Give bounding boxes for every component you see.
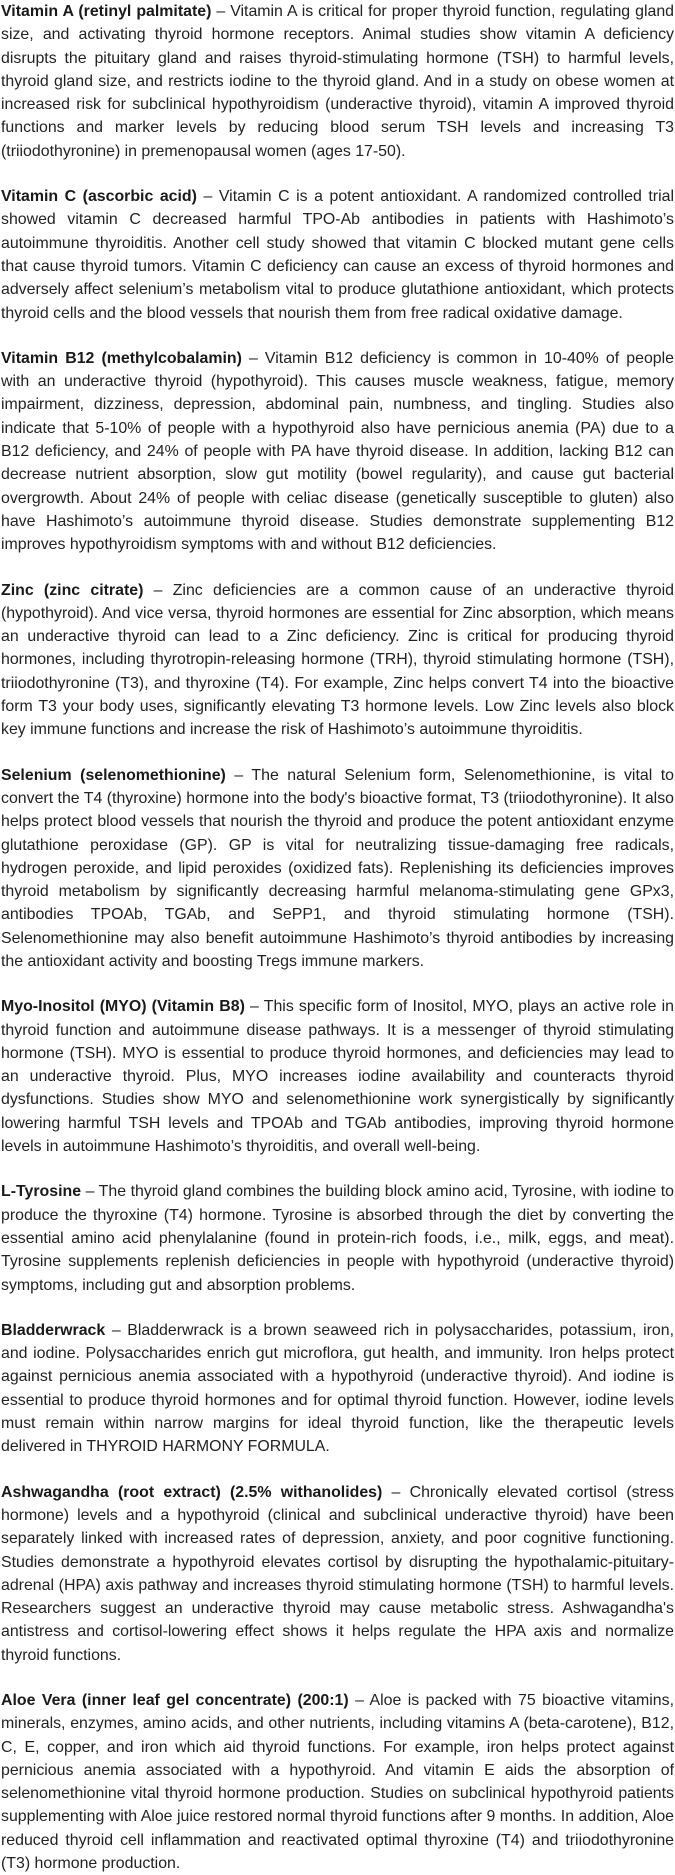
ingredient-paragraph-aloe-vera [1, 1689, 674, 1875]
ingredient-paragraph-bladderwrack [1, 1319, 674, 1459]
ingredient-paragraph-myo-inositol [1, 995, 674, 1158]
ingredient-paragraph-vitamin-c [1, 185, 674, 325]
ingredient-heading: L-Tyrosine [1, 1183, 82, 1201]
ingredient-description: – Vitamin A is critical for proper thyroid function, regulating gland size, and activating thyroid hormone receptors. Animal studies show vitamin A deficiency disrupts the pituitary gland and raises thyroid-stimulating hormone (TSH) to harmful levels, thyroid gland size, and restricts iodine to the thyroid gland. And in a study on obese women at increased risk for subclinical hypothyroidism (underactive thyroid), vitamin A improved thyroid functions and marker levels by reducing blood serum TSH levels and increasing T3 (triiodothyronine) in premenopausal women (ages 17-50). [1, 3, 674, 160]
ingredient-paragraph-vitamin-a [1, 0, 674, 163]
ingredient-description: – Vitamin C is a potent antioxidant. A randomized controlled trial showed vitamin C decreased harmful TPO-Ab antibodies in patients with Hashimoto’s autoimmune thyroiditis. Another cell study showed that vitamin C blocked mutant gene cells that cause thyroid tumors. Vitamin C deficiency can cause an excess of thyroid hormones and adversely affect selenium’s metabolism vital to produce glutathione antioxidant, which protects thyroid cells and the blood vessels that nourish them from free radical oxidative damage. [1, 188, 674, 322]
ingredient-paragraph-zinc [1, 579, 674, 742]
ingredient-description: – Zinc deficiencies are a common cause of an underactive thyroid (hypothyroid). And vice versa, thyroid hormones are essential for Zinc absorption, which means an underactive thyroid can lead to a Zinc deficiency. Zinc is critical for producing thyroid hormones, including thyrotropin-releasing hormone (TRH), thyroid stimulating hormone (TSH), triiodothyronine (T3), and thyroxine (T4). For example, Zinc helps convert T4 into the bioactive form T3 your body uses, significantly elevating T3 hormone levels. Low Zinc levels also block key immune functions and increase the risk of Hashimoto’s autoimmune thyroiditis. [1, 581, 674, 739]
ingredient-description: – The thyroid gland combines the building block amino acid, Tyrosine, with iodine to produce the thyroxine (T4) hormone. Tyrosine is absorbed through the diet by converting the essential amino acid phenylalanine (found in protein-rich foods, i.e., milk, eggs, and meat). Tyrosine supplements replenish deficiencies in people with hypothyroid (underactive thyroid) symptoms, including gut and absorption problems. [1, 1183, 674, 1294]
ingredient-description: – The natural Selenium form, Selenomethionine, is vital to convert the T4 (thyroxine) hormone into the body's bioactive format, T3 (triiodothyronine). It also helps protect blood vessels that nourish the thyroid and produce the potent antioxidant enzyme glutathione peroxidase (GP). GP is vital for neutralizing tissue-damaging free radicals, hydrogen peroxide, and lipid peroxides (oxidized fats). Replenishing its deficiencies improves thyroid metabolism by significantly decreasing harmful melanoma-stimulating gene GPx3, antibodies TPOAb, TGAb, and SePP1, and thyroid stimulating hormone (TSH). Selenomethionine may also benefit autoimmune Hashimoto’s thyroid antibodies by increasing the antioxidant activity and boosting Tregs immune markers. [1, 766, 674, 970]
ingredient-heading: Vitamin A (retinyl palmitate) [1, 3, 212, 20]
ingredient-paragraph-ashwagandha [1, 1481, 674, 1667]
ingredient-paragraph-selenium [1, 764, 674, 974]
ingredient-description: – Bladderwrack is a brown seaweed rich in polysaccharides, potassium, iron, and iodine. Polysaccharides enrich gut microflora, gut health, and immunity. Iron helps protect against pernicious anemia associated with a hypothyroid (underactive thyroid). And iodine is essential to produce thyroid hormones and for optimal thyroid function. However, iodine levels must remain within narrow margins for ideal thyroid function, like the therapeutic levels delivered in THYROID HARMONY FORMULA. [1, 1321, 674, 1456]
ingredient-heading: Myo-Inositol (MYO) (Vitamin B8) [1, 998, 245, 1016]
ingredient-description: – Vitamin B12 deficiency is common in 10-40% of people with an underactive thyroid (hypothyroid). This causes muscle weakness, fatigue, memory impairment, dizziness, depression, abdominal pain, numbness, and tingling. Studies also indicate that 5-10% of people with a hypothyroid also have pernicious anemia (PA) due to a B12 deficiency, and 24% of people with PA have thyroid disease. In addition, lacking B12 can decrease nutrient absorption, slow gut motility (bowel regularity), and cause gut bacterial overgrowth. About 24% of people with celiac disease (genetically susceptible to gluten) also have Hashimoto’s autoimmune thyroid disease. Studies demonstrate supplementing B12 improves hypothyroidism symptoms with and without B12 deficiencies. [1, 349, 674, 554]
ingredient-heading: Bladderwrack [1, 1321, 106, 1339]
ingredient-description: – Chronically elevated cortisol (stress hormone) levels and a hypothyroid (clinical and subclinical underactive thyroid) have been separately linked with increased rates of depression, anxiety, and poor cognitive functioning. Studies demonstrate a hypothyroid elevates cortisol by disrupting the hypothalamic-pituitary-adrenal (HPA) axis pathway and increases thyroid stimulating hormone (TSH) to harmful levels. Researchers suggest an underactive thyroid may cause metabolic stress. Ashwagandha's antistress and cortisol-lowering effect shows it helps regulate the HPA axis and normalize thyroid functions. [1, 1483, 674, 1664]
ingredient-description: – This specific form of Inositol, MYO, plays an active role in thyroid function and autoimmune disease pathways. It is a messenger of thyroid stimulating hormone (TSH). MYO is essential to produce thyroid hormones, and deficiencies may lead to an underactive thyroid. Plus, MYO increases iodine availability and counteracts thyroid dysfunctions. Studies show MYO and selenomethionine work synergistically by significantly lowering harmful TSH levels and TPOAb and TGAb antibodies, improving thyroid hormone levels in autoimmune Hashimoto’s thyroiditis, and overall well-being. [1, 998, 674, 1156]
ingredient-paragraph-l-tyrosine [1, 1180, 674, 1296]
ingredient-heading: Vitamin B12 (methylcobalamin) [1, 349, 242, 367]
ingredient-heading: Zinc (zinc citrate) [1, 581, 144, 599]
ingredient-description: – Aloe is packed with 75 bioactive vitamins, minerals, enzymes, amino acids, and other nutrients, including vitamins A (beta-carotene), B12, C, E, copper, and iron which aid thyroid functions. For example, iron helps protect against pernicious anemia associated with a hypothyroid. And vitamin E aids the absorption of selenomethionine vital thyroid hormone production. Studies on subclinical hypothyroid patients supplementing with Aloe juice restored normal thyroid functions after 9 months. In addition, Aloe reduced thyroid cell inflammation and reactivated optimal thyroxine (T4) and triiodothyronine (T3) hormone production. [1, 1692, 674, 1873]
ingredient-heading: Aloe Vera (inner leaf gel concentrate) (200:1) [1, 1692, 349, 1709]
ingredient-heading: Vitamin C (ascorbic acid) [1, 188, 197, 206]
ingredient-heading: Selenium (selenomethionine) [1, 766, 226, 784]
ingredient-heading: Ashwagandha (root extract) (2.5% withanolides) [1, 1483, 383, 1501]
ingredient-paragraph-vitamin-b12 [1, 347, 674, 557]
